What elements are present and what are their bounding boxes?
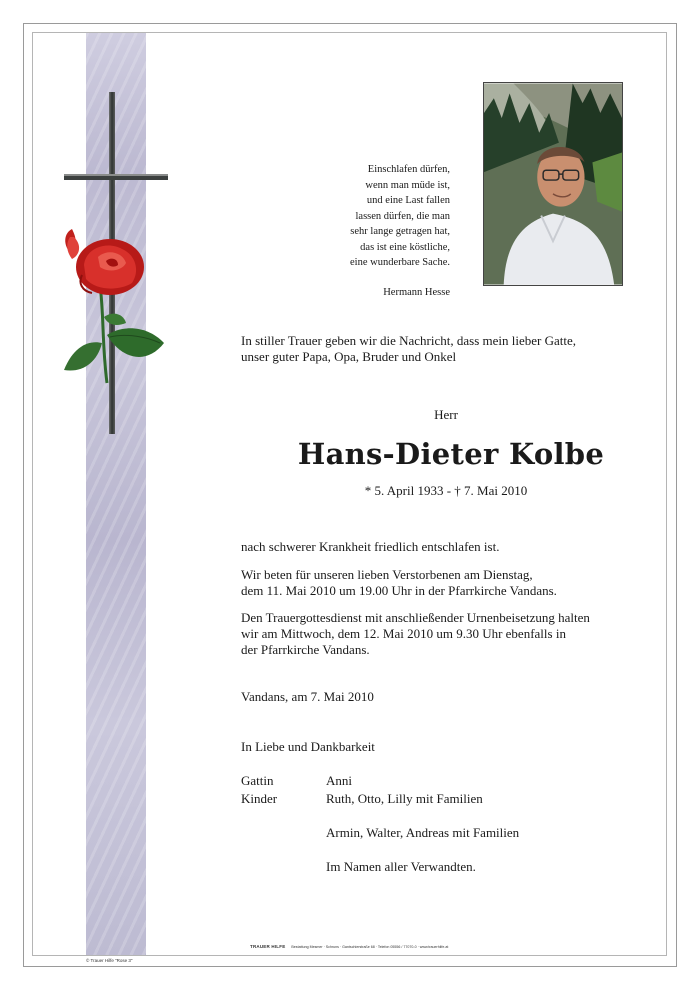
quote-line: das ist eine köstliche, [360,241,450,253]
children-label: Kinder [241,791,278,806]
deceased-name: Hans-Dieter Kolbe [297,437,605,471]
quote-block [300,162,450,300]
spouse-label: Gattin [241,773,274,788]
footer-brand: TRAUER HILFE [250,944,286,949]
quote-line: eine wunderbare Sache. [350,257,450,268]
quote-line: und eine Last fallen [366,195,450,206]
rose-icon [52,225,170,385]
quote-line: sehr lange getragen hat, [350,226,450,237]
salutation: Herr [434,407,458,422]
quote-line: Einschlafen dürfen, [367,164,450,175]
passing-text: nach schwerer Krankheit friedlich entschlafen ist. [241,539,500,554]
copyright: © Trauer Hilfe "Rose 3" [86,958,133,963]
quote-line: lassen dürfen, die man [355,210,450,222]
footer-text: Bestattung Mesmer · Schruns · Gantschierstraße 68 · Telefon 05556 / 77070-0 · www.trauerhilfe.at [291,945,449,949]
spouse-name: Anni [326,773,352,788]
children-line-1: Ruth, Otto, Lilly mit Familien [326,791,483,806]
life-dates: * 5. April 1933 - † 7. Mai 2010 [364,483,528,498]
other-relatives: Im Namen aller Verwandten. [326,859,476,874]
quote-line: wenn man müde ist, [365,179,450,191]
closing-text: In Liebe und Dankbarkeit [241,739,375,754]
announcement-intro: In stiller Trauer geben wir die Nachricht, dass mein lieber Gatte, unser guter Papa, Opa, Bruder und Onkel [241,333,577,364]
service-text: Den Trauergottesdienst mit anschließender Urnenbeisetzung halten wir am Mittwoch, dem 12. Mai 2010 um 9.30 Uhr ebenfalls in der Pfarrkirche Vandans. [241,610,590,657]
footer [250,944,448,949]
portrait-photo [483,82,623,286]
place-date: Vandans, am 7. Mai 2010 [241,689,374,704]
children-line-2: Armin, Walter, Andreas mit Familien [326,825,520,840]
prayer-text: Wir beten für unseren lieben Verstorbenen am Dienstag, dem 11. Mai 2010 um 19.00 Uhr in der Pfarrkirche Vandans. [241,567,557,598]
quote-author: Hermann Hesse [383,286,450,298]
